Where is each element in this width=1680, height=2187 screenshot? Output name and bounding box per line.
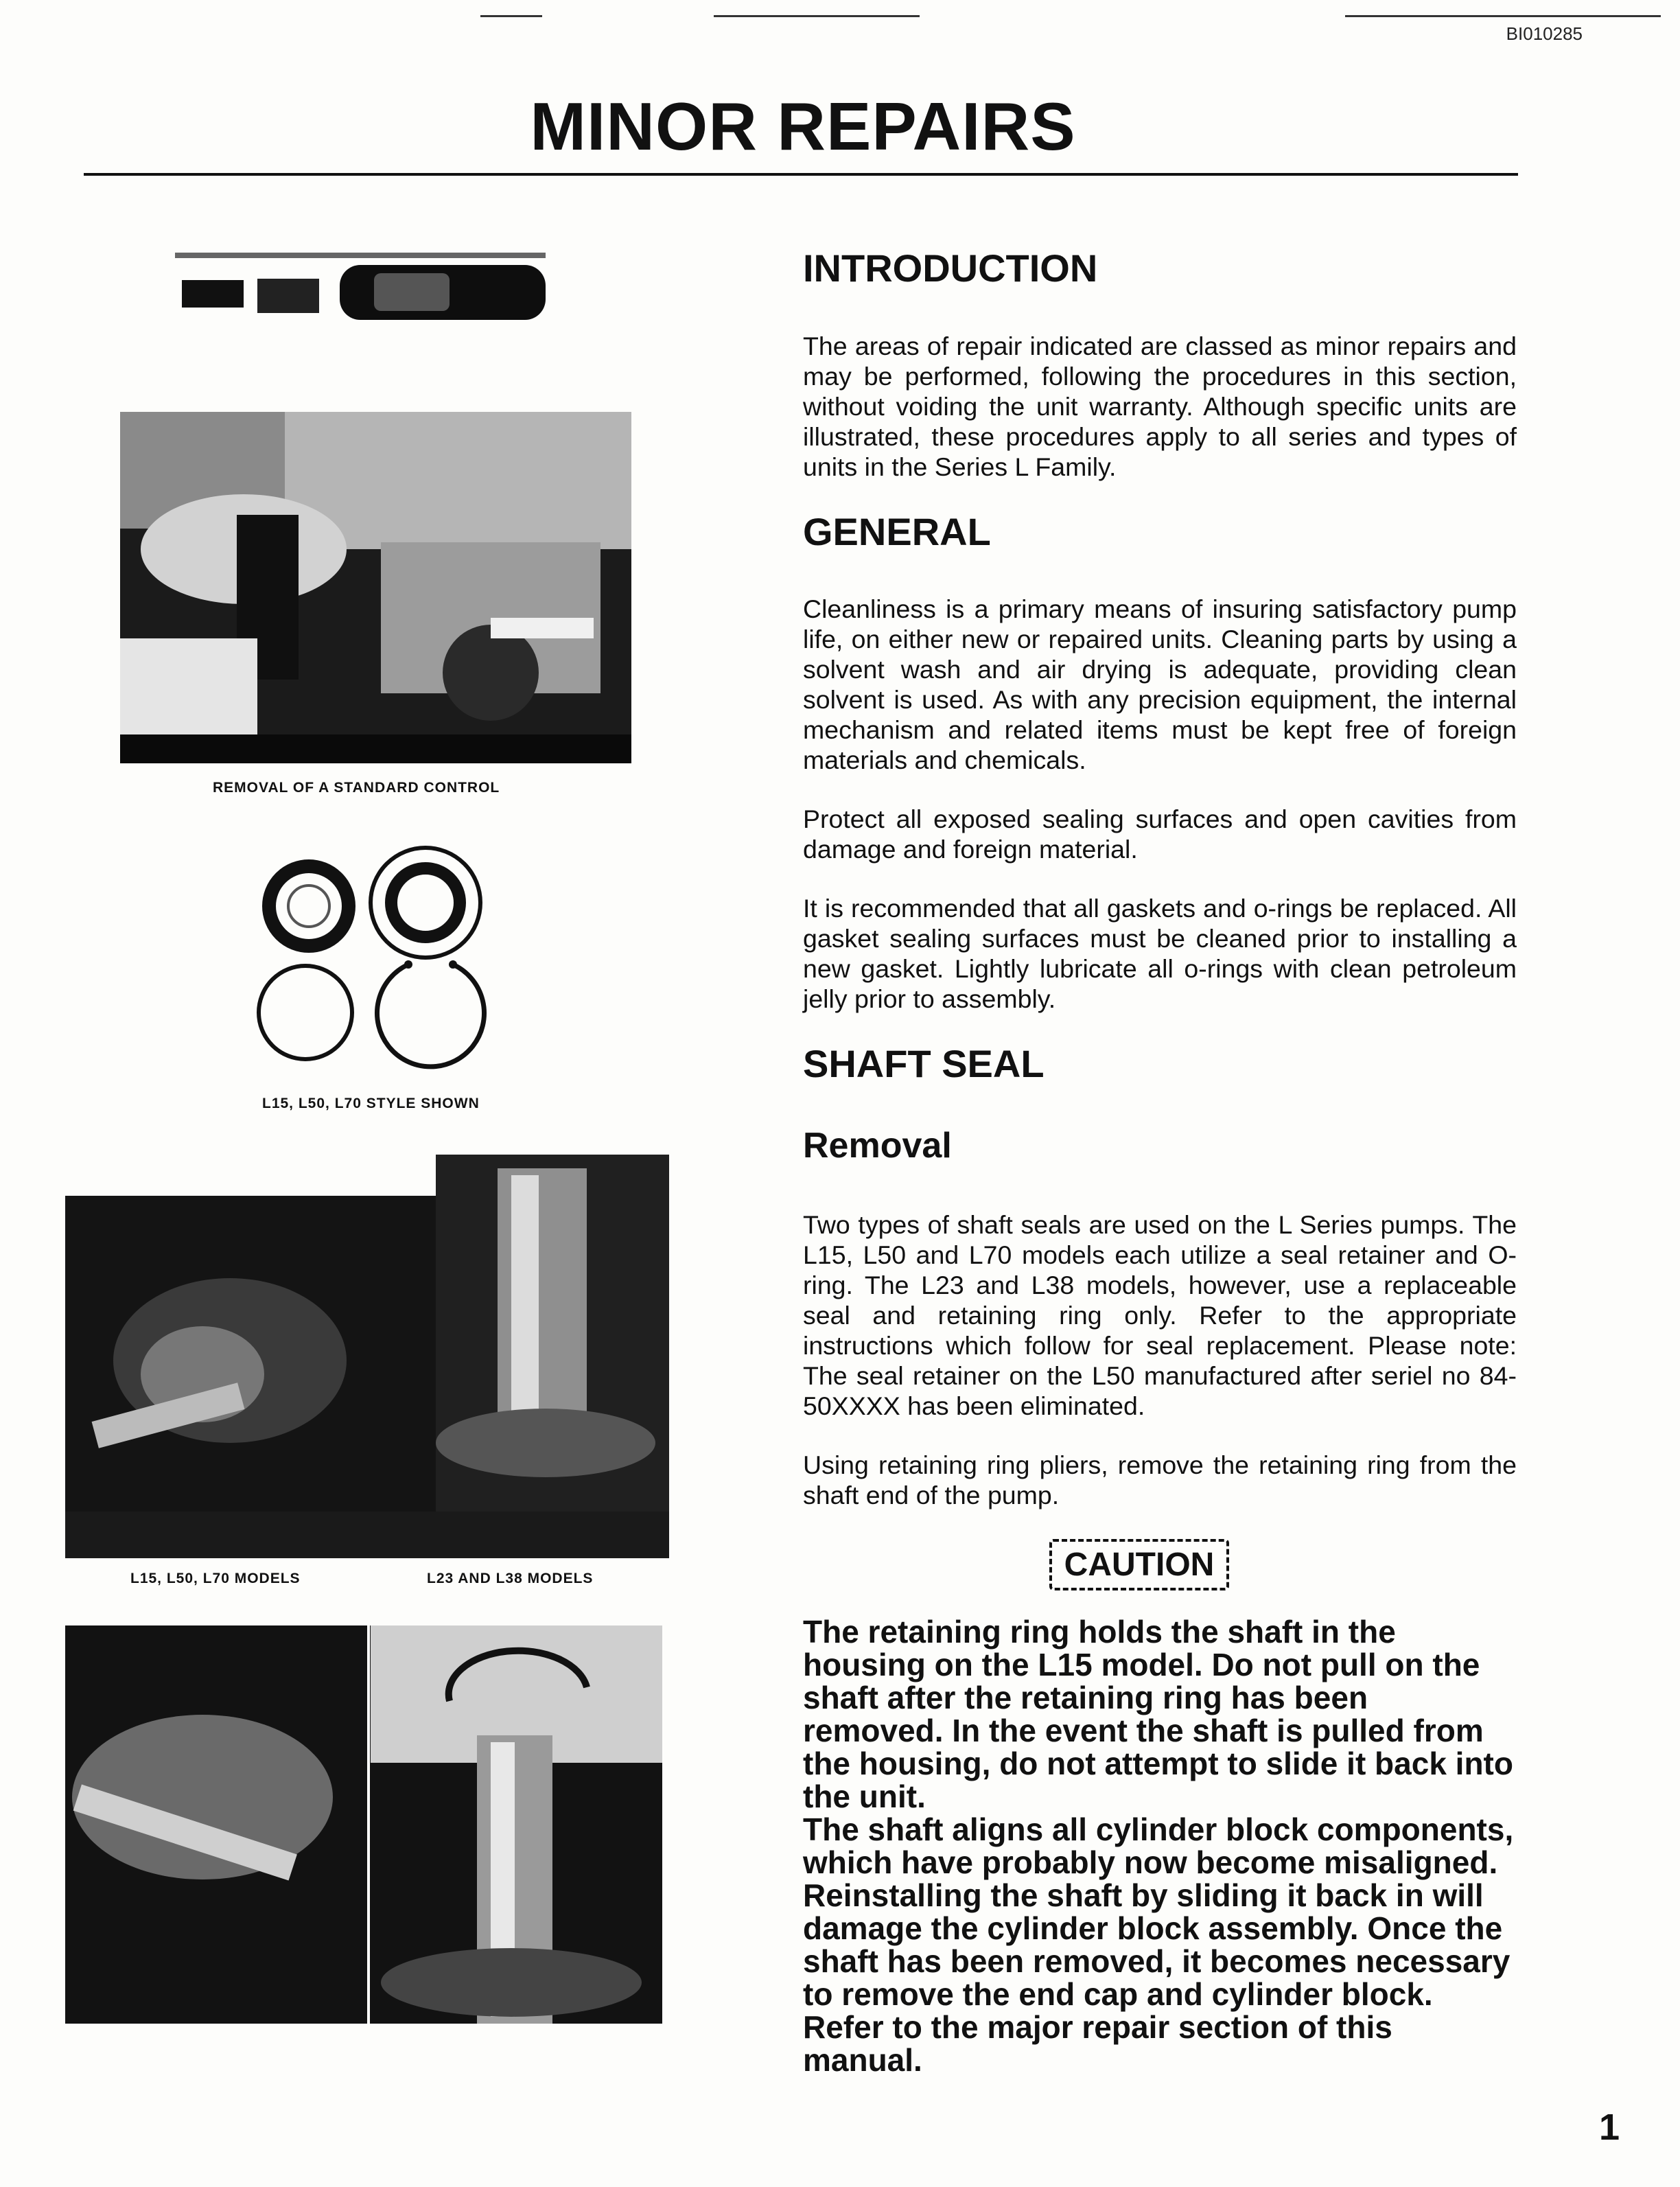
seals-caption: L15, L50, L70 STYLE SHOWN	[262, 1096, 480, 1111]
caution-label: CAUTION	[1049, 1539, 1230, 1590]
scan-artifact-line	[1345, 15, 1661, 17]
title-divider	[84, 173, 1518, 176]
caution-text-1: The retaining ring holds the shaft in the housing on the L15 model. Do not pull on the shaft after the retaining ring has been removed. In the event the shaft is pulled from the housing, do not attempt to slide it back into the unit.	[803, 1613, 1513, 1814]
general-paragraph-1: Cleanliness is a primary means of insuring satisfactory pump life, on either new or repaired units. Cleaning parts by using a solvent wash and air drying is adequate, providing clean solvent is used. As with any precision equipment, the internal mechanism and related items must be kept free of foreign materials and chemicals.	[803, 594, 1517, 775]
seal-components-photo	[254, 824, 515, 1085]
general-paragraph-3: It is recommended that all gaskets and o-rings be replaced. All gasket sealing surfaces must be cleaned prior to installing a new gasket. Lightly lubricate all o-rings with clean petroleum jelly prior to assembly.	[803, 894, 1517, 1014]
shaft-seal-paragraph-2: Using retaining ring pliers, remove the retaining ring from the shaft end of the pump.	[803, 1450, 1517, 1509]
caution-box	[933, 1539, 1345, 1590]
models-right-caption: L23 AND L38 MODELS	[427, 1571, 594, 1586]
shaft-seal-paragraph-1: Two types of shaft seals are used on the L Series pumps. The L15, L50 and L70 models each utilize a seal retainer and O-ring. The L23 and L38 models, however, use a replaceable seal and retaining ring only. Refer to the appropriate instructions which follow for seal replacement. Please note: The seal retainer on the L50 manufactured after seriel no 84-50XXXX has been eliminated.	[803, 1210, 1517, 1420]
general-heading: GENERAL	[803, 509, 991, 553]
document-id: BI010285	[1506, 23, 1583, 44]
tool-strip-photo	[175, 253, 546, 335]
models-shaft-photo	[65, 1155, 669, 1558]
general-paragraph-2: Protect all exposed sealing surfaces and open cavities from damage and foreign material.	[803, 805, 1517, 864]
page-number: 1	[1598, 2107, 1620, 2148]
shaft-seal-heading: SHAFT SEAL	[803, 1042, 1045, 1086]
control-removal-caption: REMOVAL OF A STANDARD CONTROL	[213, 780, 500, 796]
models-left-caption: L15, L50, L70 MODELS	[130, 1571, 301, 1586]
text-column	[803, 247, 1517, 2076]
removal-subheading: Removal	[803, 1125, 952, 1166]
introduction-heading: INTRODUCTION	[803, 246, 1098, 290]
introduction-paragraph: The areas of repair indicated are classed as minor repairs and may be performed, following the procedures in this section, without voiding the unit warranty. Although specific units are illustrated, these procedures apply to all series and types of units in the Series L Family.	[803, 331, 1517, 481]
standard-control-removal-photo	[120, 412, 631, 763]
retaining-ring-removal-photo	[65, 1625, 662, 2024]
caution-text-2: The shaft aligns all cylinder block components, which have probably now become misaligned. Reinstalling the shaft by sliding it back in will damage the cylinder block assembly. Once the shaft has been removed, it becomes necessary to remove the end cap and cylinder block. Refer to the major repair section of this manual.	[803, 1811, 1514, 2078]
page-title: MINOR REPAIRS	[530, 89, 1076, 164]
scan-artifact-line	[714, 15, 920, 17]
scan-artifact-line	[480, 15, 542, 17]
